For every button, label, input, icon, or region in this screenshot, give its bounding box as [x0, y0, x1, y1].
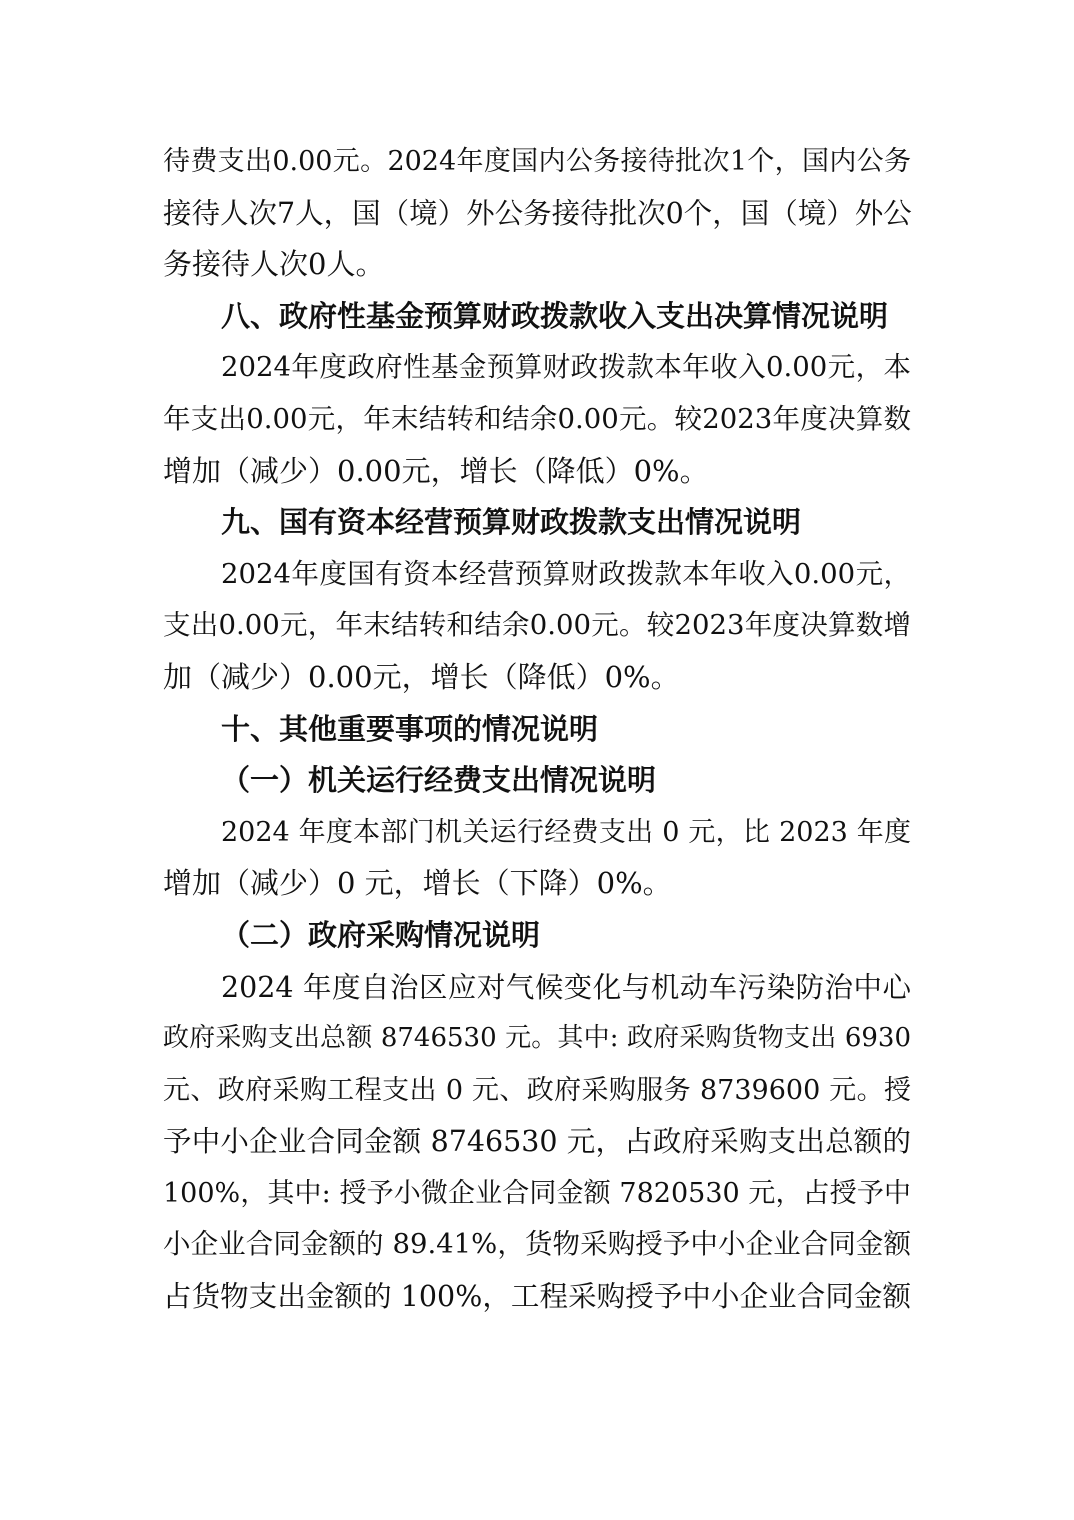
body-line: 100%，其中: 授予小微企业合同金额 7820530 元，占授予中 [163, 1177, 911, 1209]
body-line: 2024年度国有资本经营预算财政拨款本年收入0.00元， [221, 557, 911, 590]
body-line: 接待人次7人，国（境）外公务接待批次0个，国（境）外公 [163, 196, 912, 230]
body-line: 小企业合同金额的 89.41%，货物采购授予中小企业合同金额 [163, 1228, 911, 1261]
subsection-heading-1: （一）机关运行经费支出情况说明 [221, 763, 657, 798]
body-line: 增加（减少）0.00元，增长（降低）0%。 [163, 453, 709, 488]
page-body [163, 136, 911, 1323]
body-line: 占货物支出金额的 100%，工程采购授予中小企业合同金额 [163, 1280, 911, 1314]
section-heading-9: 九、国有资本经营预算财政拨款支出情况说明 [221, 505, 802, 540]
body-line: 政府采购支出总额 8746530 元。其中: 政府采购货物支出 6930 [163, 1023, 911, 1054]
body-line: 2024 年度本部门机关运行经费支出 0 元，比 2023 年度 [221, 816, 911, 848]
section-heading-10: 十、其他重要事项的情况说明 [221, 711, 599, 746]
body-line: 2024 年度自治区应对气候变化与机动车污染防治中心 [221, 970, 911, 1004]
body-line: 务接待人次0人。 [163, 247, 385, 282]
body-line: 予中小企业合同金额 8746530 元，占政府采购支出总额的 [163, 1125, 911, 1159]
body-line: 加（减少）0.00元，增长（降低）0%。 [163, 659, 680, 694]
body-line: 2024年度政府性基金预算财政拨款本年收入0.00元，本 [221, 351, 911, 384]
body-line: 增加（减少）0 元，增长（下降）0%。 [163, 866, 672, 901]
body-line: 年支出0.00元，年末结转和结余0.00元。较2023年度决算数 [163, 402, 911, 435]
body-line: 支出0.00元，年末结转和结余0.00元。较2023年度决算数增 [163, 609, 911, 642]
subsection-heading-2: （二）政府采购情况说明 [221, 917, 541, 952]
body-line: 待费支出0.00元。2024年度国内公务接待批次1个，国内公务 [163, 146, 911, 177]
body-line: 元、政府采购工程支出 0 元、政府采购服务 8739600 元。授 [163, 1074, 911, 1106]
section-heading-8: 八、政府性基金预算财政拨款收入支出决算情况说明 [221, 298, 889, 333]
